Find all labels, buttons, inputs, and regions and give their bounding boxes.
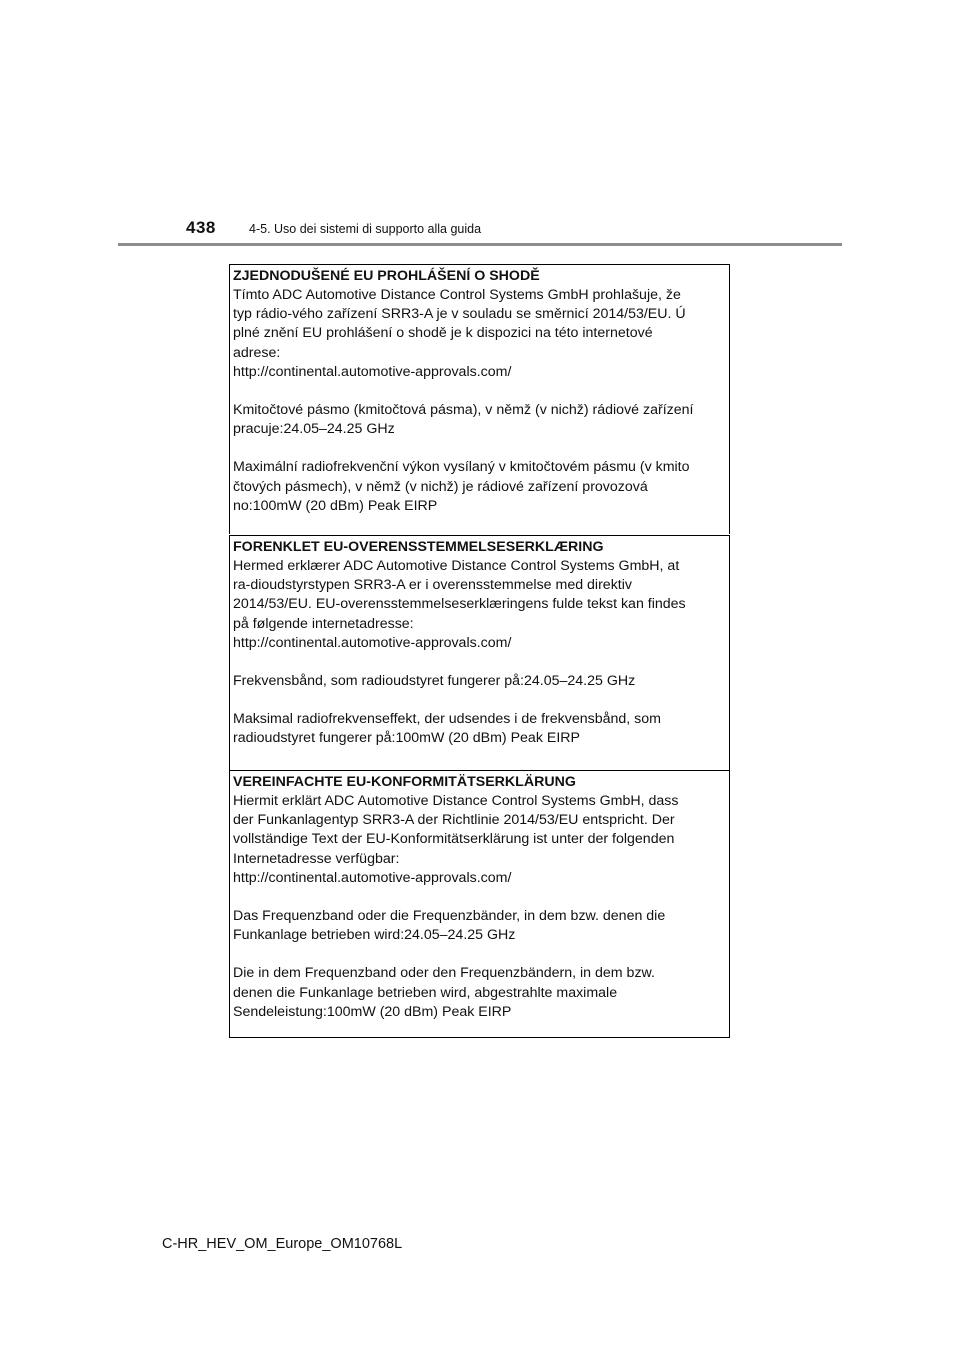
document-id-footer: C-HR_HEV_OM_Europe_OM10768L: [162, 1236, 403, 1252]
declaration-box-czech: [229, 264, 730, 534]
declaration-box-danish: [229, 535, 730, 771]
section-title: 4-5. Uso dei sistemi di supporto alla guida: [249, 222, 482, 236]
declaration-url: http://continental.automotive-approvals.com/: [233, 634, 512, 651]
declaration-line: vollständige Text der EU-Konformitätserklärung ist unter der folgenden: [233, 831, 675, 848]
max-power-line: Sendeleistung:100mW (20 dBm) Peak EIRP: [233, 1003, 512, 1020]
frequency-band-line: Das Frequenzband oder die Frequenzbänder, in dem bzw. denen die: [233, 908, 666, 925]
max-power-line: Die in dem Frequenzband oder den Frequenzbändern, in dem bzw.: [233, 965, 655, 982]
frequency-band-line: Funkanlage betrieben wird:24.05–24.25 GHz: [233, 927, 516, 944]
declaration-line: 2014/53/EU. EU-overensstemmelseserklæringens fulde tekst kan findes: [233, 596, 686, 613]
declaration-line: ra-dioudstyrstypen SRR3-A er i overensstemmelse med direktiv: [233, 577, 632, 594]
max-power-line: radioudstyret fungerer på:100mW (20 dBm) Peak EIRP: [233, 730, 580, 747]
frequency-band-line: Frekvensbånd, som radioudstyret fungerer på:24.05–24.25 GHz: [233, 673, 636, 690]
declaration-line: Internetadresse verfügbar:: [233, 850, 400, 867]
declaration-line: Tímto ADC Automotive Distance Control Systems GmbH prohlašuje, že: [233, 287, 681, 303]
declaration-heading-german: VEREINFACHTE EU-KONFORMITÄTSERKLÄRUNG: [233, 774, 576, 790]
max-power-line: no:100mW (20 dBm) Peak EIRP: [233, 497, 438, 514]
header-rule: [118, 243, 842, 246]
declaration-line: Hermed erklærer ADC Automotive Distance Control Systems GmbH, at: [233, 558, 680, 574]
declaration-heading-danish: FORENKLET EU-OVERENSSTEMMELSESERKLÆRING: [233, 539, 604, 555]
declaration-url: http://continental.automotive-approvals.com/: [233, 363, 512, 380]
max-power-line: Maximální radiofrekvenční výkon vysílaný v kmitočtovém pásmu (v kmito: [233, 459, 690, 476]
declaration-line: typ rádio-vého zařízení SRR3-A je v souladu se směrnicí 2014/53/EU. Ú: [233, 306, 686, 323]
max-power-line: Maksimal radiofrekvenseffekt, der udsendes i de frekvensbånd, som: [233, 711, 661, 728]
declaration-line: der Funkanlagentyp SRR3-A der Richtlinie 2014/53/EU entspricht. Der: [233, 812, 675, 829]
frequency-band-line: Kmitočtové pásmo (kmitočtová pásma), v němž (v nichž) rádiové zařízení: [233, 402, 694, 419]
frequency-band-line: pracuje:24.05–24.25 GHz: [233, 421, 395, 438]
declaration-line: plné znění EU prohlášení o shodě je k dispozici na této internetové: [233, 325, 653, 342]
page-number: 438: [186, 218, 216, 237]
declaration-url: http://continental.automotive-approvals.com/: [233, 869, 512, 886]
max-power-line: denen die Funkanlage betrieben wird, abgestrahlte maximale: [233, 984, 618, 1001]
declaration-heading-czech: ZJEDNODUŠENÉ EU PROHLÁŠENÍ O SHODĚ: [233, 268, 540, 284]
declaration-line: Hiermit erklärt ADC Automotive Distance Control Systems GmbH, dass: [233, 793, 679, 809]
declaration-box-german: [229, 770, 730, 1038]
max-power-line: čtových pásmech), v němž (v nichž) je rádiové zařízení provozová: [233, 478, 648, 495]
declaration-line: adrese:: [233, 344, 281, 361]
declaration-line: på følgende internetadresse:: [233, 615, 414, 632]
